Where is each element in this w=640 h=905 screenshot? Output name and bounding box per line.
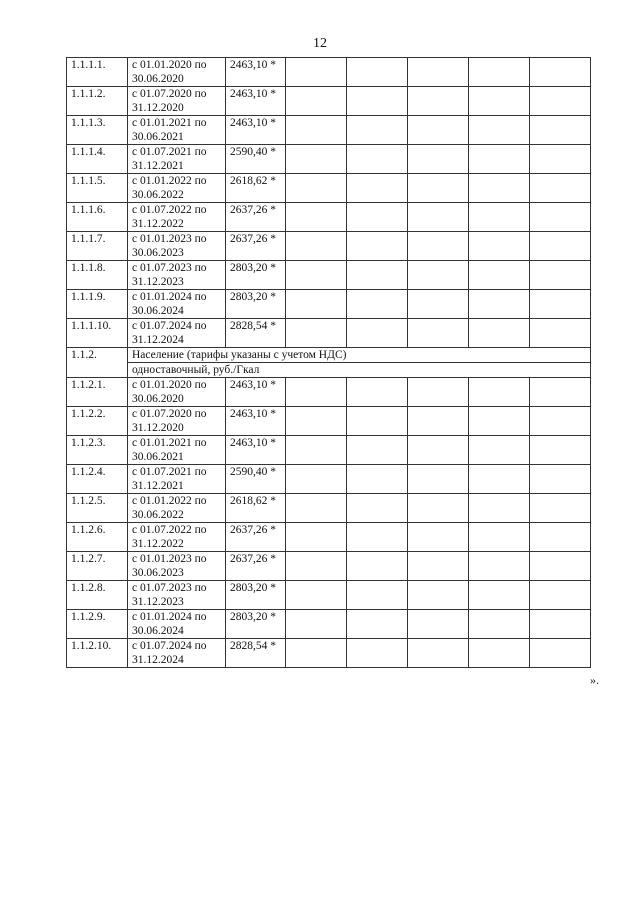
period-end: 30.06.2020 <box>132 73 184 85</box>
period-end: 30.06.2024 <box>132 305 184 317</box>
empty-cell <box>286 436 347 465</box>
tariff-value: 2463,10 * <box>226 116 286 145</box>
table-row <box>67 610 591 639</box>
table-row <box>67 639 591 668</box>
empty-cell <box>469 232 530 261</box>
empty-cell <box>469 436 530 465</box>
tariff-value: 2637,26 * <box>226 203 286 232</box>
empty-cell <box>347 610 408 639</box>
row-number: 1.1.1.3. <box>67 116 128 145</box>
period-cell <box>128 407 226 436</box>
empty-cell <box>408 232 469 261</box>
table-row <box>67 523 591 552</box>
empty-cell <box>408 407 469 436</box>
period-end: 31.12.2021 <box>132 160 184 172</box>
period-end: 30.06.2023 <box>132 247 184 259</box>
period-cell <box>128 145 226 174</box>
row-number: 1.1.2.6. <box>67 523 128 552</box>
empty-cell <box>347 319 408 348</box>
group-title: Население (тарифы указаны с учетом НДС) <box>128 348 591 363</box>
empty-cell <box>469 378 530 407</box>
table-row <box>67 436 591 465</box>
empty-cell <box>530 290 591 319</box>
period-end: 31.12.2024 <box>132 334 184 346</box>
period-end: 30.06.2020 <box>132 393 184 405</box>
empty-cell <box>408 494 469 523</box>
empty-cell <box>347 523 408 552</box>
empty-cell <box>408 145 469 174</box>
period-cell <box>128 581 226 610</box>
tariff-table-body <box>67 58 591 668</box>
row-number: 1.1.2.4. <box>67 465 128 494</box>
period-cell <box>128 552 226 581</box>
row-number: 1.1.1.1. <box>67 58 128 87</box>
tariff-value: 2463,10 * <box>226 436 286 465</box>
row-number: 1.1.2.2. <box>67 407 128 436</box>
row-number: 1.1.1.10. <box>67 319 128 348</box>
empty-cell <box>347 290 408 319</box>
empty-cell <box>469 581 530 610</box>
empty-cell <box>286 523 347 552</box>
period-start: с 01.01.2022 по <box>132 175 207 187</box>
tariff-value: 2463,10 * <box>226 87 286 116</box>
empty-cell <box>347 465 408 494</box>
row-number: 1.1.2.3. <box>67 436 128 465</box>
empty-cell <box>347 378 408 407</box>
tariff-value: 2828,54 * <box>226 319 286 348</box>
empty-cell <box>347 552 408 581</box>
empty-cell <box>530 232 591 261</box>
row-number: 1.1.2.9. <box>67 610 128 639</box>
tariff-table <box>66 57 591 668</box>
empty-cell <box>530 610 591 639</box>
tariff-value: 2803,20 * <box>226 290 286 319</box>
empty-cell <box>530 174 591 203</box>
period-start: с 01.01.2023 по <box>132 233 207 245</box>
period-cell <box>128 116 226 145</box>
period-end: 30.06.2021 <box>132 131 184 143</box>
empty-cell <box>469 261 530 290</box>
empty-cell <box>530 116 591 145</box>
empty-cell <box>408 261 469 290</box>
period-end: 31.12.2023 <box>132 276 184 288</box>
tariff-value: 2590,40 * <box>226 145 286 174</box>
empty-cell <box>286 58 347 87</box>
empty-cell <box>347 261 408 290</box>
empty-cell <box>530 552 591 581</box>
tariff-value: 2463,10 * <box>226 378 286 407</box>
empty-cell <box>469 145 530 174</box>
table-row <box>67 232 591 261</box>
table-row <box>67 552 591 581</box>
period-start: с 01.07.2022 по <box>132 204 207 216</box>
table-row <box>67 203 591 232</box>
period-start: с 01.01.2020 по <box>132 59 207 71</box>
table-row <box>67 290 591 319</box>
empty-cell <box>408 581 469 610</box>
row-number: 1.1.2.10. <box>67 639 128 668</box>
empty-cell <box>469 174 530 203</box>
row-number: 1.1.1.2. <box>67 87 128 116</box>
period-end: 31.12.2020 <box>132 422 184 434</box>
empty-cell <box>530 465 591 494</box>
table-row <box>67 319 591 348</box>
period-end: 30.06.2023 <box>132 567 184 579</box>
period-start: с 01.07.2022 по <box>132 524 207 536</box>
period-cell <box>128 87 226 116</box>
period-start: с 01.07.2024 по <box>132 320 207 332</box>
period-cell <box>128 261 226 290</box>
empty-cell <box>530 378 591 407</box>
period-cell <box>128 523 226 552</box>
tariff-value: 2637,26 * <box>226 552 286 581</box>
period-cell <box>128 174 226 203</box>
empty-cell <box>286 87 347 116</box>
empty-cell <box>408 639 469 668</box>
period-end: 31.12.2021 <box>132 480 184 492</box>
tariff-value: 2618,62 * <box>226 174 286 203</box>
period-cell <box>128 203 226 232</box>
row-number: 1.1.1.8. <box>67 261 128 290</box>
empty-cell <box>530 58 591 87</box>
group-subtitle: одноставочный, руб./Гкал <box>128 363 591 378</box>
table-group-row <box>67 348 591 363</box>
period-start: с 01.01.2024 по <box>132 291 207 303</box>
page-number: 12 <box>313 36 327 51</box>
table-row <box>67 378 591 407</box>
table-row <box>67 174 591 203</box>
empty-cell <box>530 203 591 232</box>
empty-cell <box>347 87 408 116</box>
empty-cell <box>408 319 469 348</box>
row-number: 1.1.2.5. <box>67 494 128 523</box>
empty-cell <box>469 494 530 523</box>
empty-cell <box>469 552 530 581</box>
empty-cell <box>286 581 347 610</box>
tariff-value: 2618,62 * <box>226 494 286 523</box>
table-row <box>67 465 591 494</box>
period-start: с 01.01.2022 по <box>132 495 207 507</box>
row-number: 1.1.1.6. <box>67 203 128 232</box>
tariff-value: 2590,40 * <box>226 465 286 494</box>
empty-cell <box>530 261 591 290</box>
period-end: 31.12.2022 <box>132 538 184 550</box>
empty-cell <box>530 145 591 174</box>
empty-cell <box>286 552 347 581</box>
empty-cell <box>347 203 408 232</box>
period-end: 30.06.2024 <box>132 625 184 637</box>
empty-cell <box>469 290 530 319</box>
period-end: 30.06.2022 <box>132 509 184 521</box>
empty-cell <box>469 407 530 436</box>
empty-cell <box>286 639 347 668</box>
row-number: 1.1.2.7. <box>67 552 128 581</box>
empty-cell <box>286 203 347 232</box>
empty-cell <box>408 290 469 319</box>
empty-cell <box>408 378 469 407</box>
tariff-value: 2803,20 * <box>226 261 286 290</box>
empty-cell <box>408 436 469 465</box>
row-number: 1.1.1.4. <box>67 145 128 174</box>
empty-cell <box>347 116 408 145</box>
table-row <box>67 261 591 290</box>
empty-cell <box>469 523 530 552</box>
period-cell <box>128 494 226 523</box>
row-number: 1.1.2.8. <box>67 581 128 610</box>
tariff-value: 2463,10 * <box>226 407 286 436</box>
period-cell <box>128 58 226 87</box>
empty-cell <box>408 87 469 116</box>
empty-cell <box>408 203 469 232</box>
period-cell <box>128 639 226 668</box>
period-end: 31.12.2023 <box>132 596 184 608</box>
empty-cell <box>469 639 530 668</box>
tariff-value: 2803,20 * <box>226 610 286 639</box>
period-start: с 01.01.2021 по <box>132 437 207 449</box>
empty-cell <box>286 319 347 348</box>
period-start: с 01.07.2023 по <box>132 262 207 274</box>
empty-cell <box>408 610 469 639</box>
period-end: 30.06.2022 <box>132 189 184 201</box>
table-row <box>67 407 591 436</box>
empty-cell <box>286 261 347 290</box>
empty-cell <box>530 494 591 523</box>
table-row <box>67 116 591 145</box>
period-start: с 01.07.2020 по <box>132 88 207 100</box>
period-start: с 01.07.2023 по <box>132 582 207 594</box>
empty-cell <box>347 232 408 261</box>
empty-cell <box>347 145 408 174</box>
row-number: 1.1.1.5. <box>67 174 128 203</box>
empty-cell <box>530 407 591 436</box>
period-end: 31.12.2022 <box>132 218 184 230</box>
period-start: с 01.07.2021 по <box>132 466 207 478</box>
empty-cell <box>286 116 347 145</box>
empty-cell <box>469 87 530 116</box>
empty-cell <box>286 610 347 639</box>
empty-cell <box>530 581 591 610</box>
empty-cell <box>286 494 347 523</box>
empty-cell <box>408 552 469 581</box>
empty-cell <box>286 465 347 494</box>
empty-cell <box>347 581 408 610</box>
period-start: с 01.07.2024 по <box>132 640 207 652</box>
table-row <box>67 87 591 116</box>
table-row <box>67 145 591 174</box>
period-cell <box>128 319 226 348</box>
tariff-value: 2803,20 * <box>226 581 286 610</box>
empty-cell <box>530 87 591 116</box>
period-cell <box>128 436 226 465</box>
table-group-subrow <box>67 363 591 378</box>
period-start: с 01.01.2020 по <box>132 379 207 391</box>
empty-cell <box>469 58 530 87</box>
row-number: 1.1.2.1. <box>67 378 128 407</box>
empty-cell <box>469 465 530 494</box>
empty-cell <box>408 116 469 145</box>
empty-cell <box>286 232 347 261</box>
empty-cell <box>347 407 408 436</box>
empty-cell <box>347 174 408 203</box>
row-number: 1.1.1.9. <box>67 290 128 319</box>
period-end: 30.06.2021 <box>132 451 184 463</box>
empty-cell <box>286 174 347 203</box>
empty-cell <box>530 523 591 552</box>
empty-cell <box>408 58 469 87</box>
period-end: 31.12.2024 <box>132 654 184 666</box>
row-number: 1.1.2. <box>67 348 128 378</box>
period-cell <box>128 378 226 407</box>
empty-cell <box>469 319 530 348</box>
empty-cell <box>469 116 530 145</box>
table-row <box>67 581 591 610</box>
empty-cell <box>530 639 591 668</box>
empty-cell <box>286 378 347 407</box>
row-number: 1.1.1.7. <box>67 232 128 261</box>
period-cell <box>128 610 226 639</box>
table-row <box>67 494 591 523</box>
empty-cell <box>347 494 408 523</box>
empty-cell <box>286 407 347 436</box>
empty-cell <box>286 290 347 319</box>
period-start: с 01.01.2024 по <box>132 611 207 623</box>
period-start: с 01.01.2023 по <box>132 553 207 565</box>
tariff-value: 2828,54 * <box>226 639 286 668</box>
table-row <box>67 58 591 87</box>
period-end: 31.12.2020 <box>132 102 184 114</box>
empty-cell <box>408 523 469 552</box>
period-start: с 01.07.2020 по <box>132 408 207 420</box>
empty-cell <box>469 203 530 232</box>
period-start: с 01.07.2021 по <box>132 146 207 158</box>
period-cell <box>128 232 226 261</box>
tariff-value: 2637,26 * <box>226 523 286 552</box>
tariff-value: 2637,26 * <box>226 232 286 261</box>
empty-cell <box>530 319 591 348</box>
empty-cell <box>408 465 469 494</box>
empty-cell <box>347 58 408 87</box>
period-cell <box>128 465 226 494</box>
period-start: с 01.01.2021 по <box>132 117 207 129</box>
tariff-value: 2463,10 * <box>226 58 286 87</box>
empty-cell <box>286 145 347 174</box>
empty-cell <box>347 639 408 668</box>
closing-quote-mark: ». <box>590 673 599 687</box>
empty-cell <box>469 610 530 639</box>
empty-cell <box>408 174 469 203</box>
empty-cell <box>530 436 591 465</box>
period-cell <box>128 290 226 319</box>
empty-cell <box>347 436 408 465</box>
